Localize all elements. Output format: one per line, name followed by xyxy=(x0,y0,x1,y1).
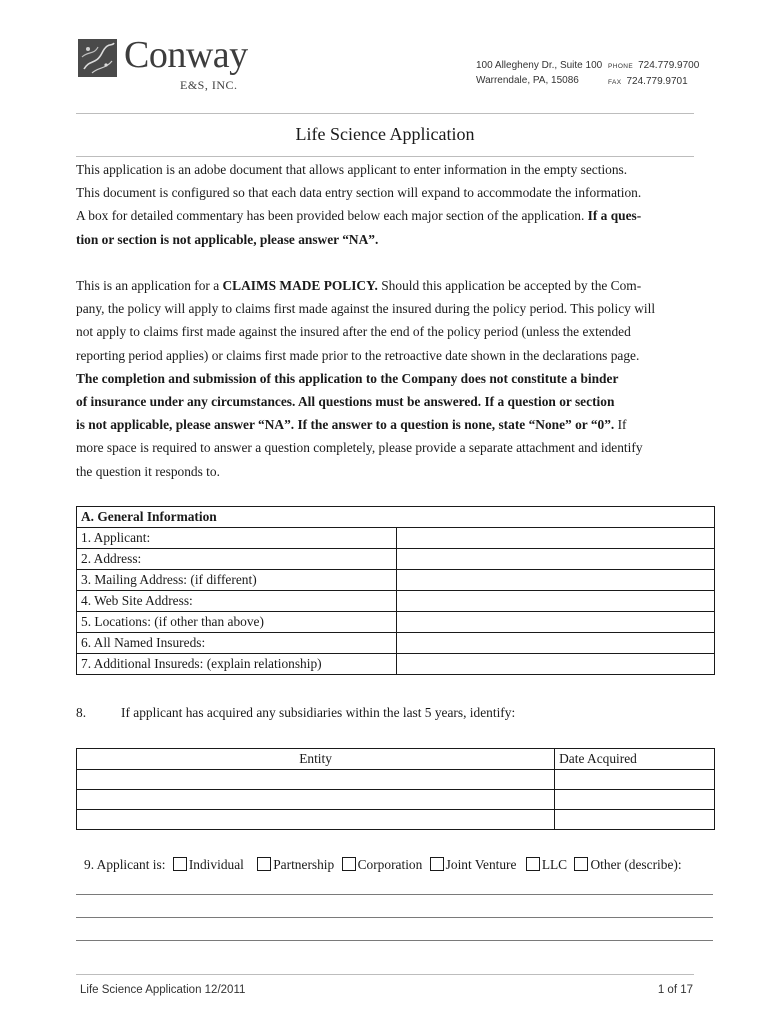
table-row xyxy=(77,790,715,810)
phone-line xyxy=(608,58,699,74)
field-label: 1. Applicant: xyxy=(77,528,397,549)
entity-field[interactable] xyxy=(77,770,555,790)
locations-field[interactable] xyxy=(396,612,714,633)
subsidiaries-table xyxy=(76,748,715,830)
intro-line xyxy=(76,228,716,251)
intro-line: This application is an adobe document that allows applicant to enter information in the empty sections. xyxy=(76,162,628,177)
field-label: 3. Mailing Address: (if different) xyxy=(77,570,397,591)
letterhead xyxy=(78,36,698,96)
intro-bold-text: tion or section is not applicable, please answer “NA”. xyxy=(76,231,379,247)
option-joint-venture xyxy=(430,857,517,873)
phone-label: PHONE xyxy=(608,63,634,70)
table-row xyxy=(77,770,715,790)
corporation-checkbox[interactable] xyxy=(342,857,356,871)
address-line-2: Warrendale, PA, 15086 xyxy=(476,75,579,86)
entity-field[interactable] xyxy=(77,790,555,810)
llc-checkbox[interactable] xyxy=(526,857,540,871)
option-individual xyxy=(173,857,244,873)
mailing-address-field[interactable] xyxy=(396,570,714,591)
company-subname: E&S, INC. xyxy=(180,78,238,92)
claims-line xyxy=(76,390,716,413)
field-label: 5. Locations: (if other than above) xyxy=(77,612,397,633)
table-row xyxy=(77,654,715,675)
claims-line: not apply to claims first made against the insured after the end of the policy period (unless the extended xyxy=(76,324,631,340)
fax-line xyxy=(608,74,699,90)
claims-text: This is an application for a xyxy=(76,278,223,293)
claims-line: pany, the policy will apply to claims first made against the insured during the policy period. This policy will xyxy=(76,301,656,317)
option-label: Other (describe): xyxy=(590,856,682,872)
claims-line xyxy=(76,413,716,436)
claims-line: the question it responds to. xyxy=(76,463,220,479)
section-heading: A. General Information xyxy=(77,507,715,528)
footer-document-name: Life Science Application 12/2011 xyxy=(80,984,246,996)
other-checkbox[interactable] xyxy=(574,857,588,871)
claims-line xyxy=(76,274,716,297)
phone-number: 724.779.9700 xyxy=(638,60,700,71)
question-9-prefix: 9. Applicant is: xyxy=(84,856,166,872)
company-contact xyxy=(608,58,699,90)
individual-checkbox[interactable] xyxy=(173,857,187,871)
general-information-table xyxy=(76,506,715,675)
field-label: 7. Additional Insureds: (explain relationship) xyxy=(77,654,397,675)
table-row xyxy=(77,549,715,570)
option-label: Joint Venture xyxy=(445,856,517,872)
footer-divider xyxy=(76,974,694,975)
option-corporation xyxy=(342,857,423,873)
address-field[interactable] xyxy=(396,549,714,570)
date-acquired-column-header: Date Acquired xyxy=(555,749,715,770)
field-label: 2. Address: xyxy=(77,549,397,570)
claims-text: If xyxy=(614,417,627,433)
claims-bold-text: CLAIMS MADE POLICY. xyxy=(222,278,378,293)
table-header-row xyxy=(77,749,715,770)
field-label: 4. Web Site Address: xyxy=(77,591,397,612)
named-insureds-field[interactable] xyxy=(396,633,714,654)
question-number: 8. xyxy=(76,705,87,720)
fax-number: 724.779.9701 xyxy=(626,76,688,87)
applicant-field[interactable] xyxy=(396,528,714,549)
entity-field[interactable] xyxy=(77,810,555,830)
option-label: Partnership xyxy=(273,856,335,872)
table-row xyxy=(77,810,715,830)
intro-bold-text: If a ques- xyxy=(587,208,642,224)
claims-bold-text: is not applicable, please answer “NA”. If the answer to a question is none, state “None” or “0”. xyxy=(76,417,615,433)
intro-paragraph xyxy=(76,158,716,251)
option-label: Corporation xyxy=(357,856,423,872)
describe-line[interactable] xyxy=(76,894,713,895)
footer-page-number: 1 of 17 xyxy=(657,984,693,996)
title-divider xyxy=(76,156,694,157)
table-row xyxy=(77,570,715,591)
claims-bold-text: The completion and submission of this application to the Company does not constitute a binder xyxy=(76,370,619,386)
address-line-1: 100 Allegheny Dr., Suite 100 xyxy=(476,60,603,71)
date-acquired-field[interactable] xyxy=(555,770,715,790)
describe-line[interactable] xyxy=(76,917,713,918)
claims-line: reporting period applies) or claims first made prior to the retroactive date shown in the declarations page. xyxy=(76,347,640,363)
option-llc xyxy=(526,857,567,873)
option-label: LLC xyxy=(541,856,568,872)
question-text: If applicant has acquired any subsidiaries within the last 5 years, identify: xyxy=(121,705,516,720)
claims-line: more space is required to answer a question completely, please provide a separate attachment and identify xyxy=(76,440,643,456)
partnership-checkbox[interactable] xyxy=(257,857,271,871)
fax-label: FAX xyxy=(608,79,622,86)
describe-line[interactable] xyxy=(76,940,713,941)
date-acquired-field[interactable] xyxy=(555,810,715,830)
page-title: Life Science Application xyxy=(295,124,475,144)
joint-venture-checkbox[interactable] xyxy=(430,857,444,871)
table-row xyxy=(77,633,715,654)
company-address xyxy=(476,58,602,88)
table-row xyxy=(77,528,715,549)
intro-line: This document is configured so that each data entry section will expand to accommodate the information. xyxy=(76,185,642,201)
header-divider xyxy=(76,113,694,114)
option-other xyxy=(574,857,681,873)
claims-line xyxy=(76,367,716,390)
intro-text: A box for detailed commentary has been provided below each major section of the application. xyxy=(76,208,588,224)
intro-line xyxy=(76,204,716,227)
date-acquired-field[interactable] xyxy=(555,790,715,810)
company-name: Conway xyxy=(124,34,248,76)
claims-bold-text: of insurance under any circumstances. All questions must be answered. If a question or section xyxy=(76,394,615,410)
option-partnership xyxy=(257,857,334,873)
option-label: Individual xyxy=(188,856,244,872)
table-heading-row xyxy=(77,507,715,528)
company-logo-icon xyxy=(78,39,117,77)
question-9 xyxy=(84,856,682,873)
claims-text: Should this application be accepted by the Com- xyxy=(377,278,642,293)
entity-column-header: Entity xyxy=(77,749,555,770)
field-label: 6. All Named Insureds: xyxy=(77,633,397,654)
web-site-field[interactable] xyxy=(396,591,714,612)
table-row xyxy=(77,591,715,612)
additional-insureds-field[interactable] xyxy=(396,654,714,675)
claims-paragraph xyxy=(76,274,716,483)
table-row xyxy=(77,612,715,633)
